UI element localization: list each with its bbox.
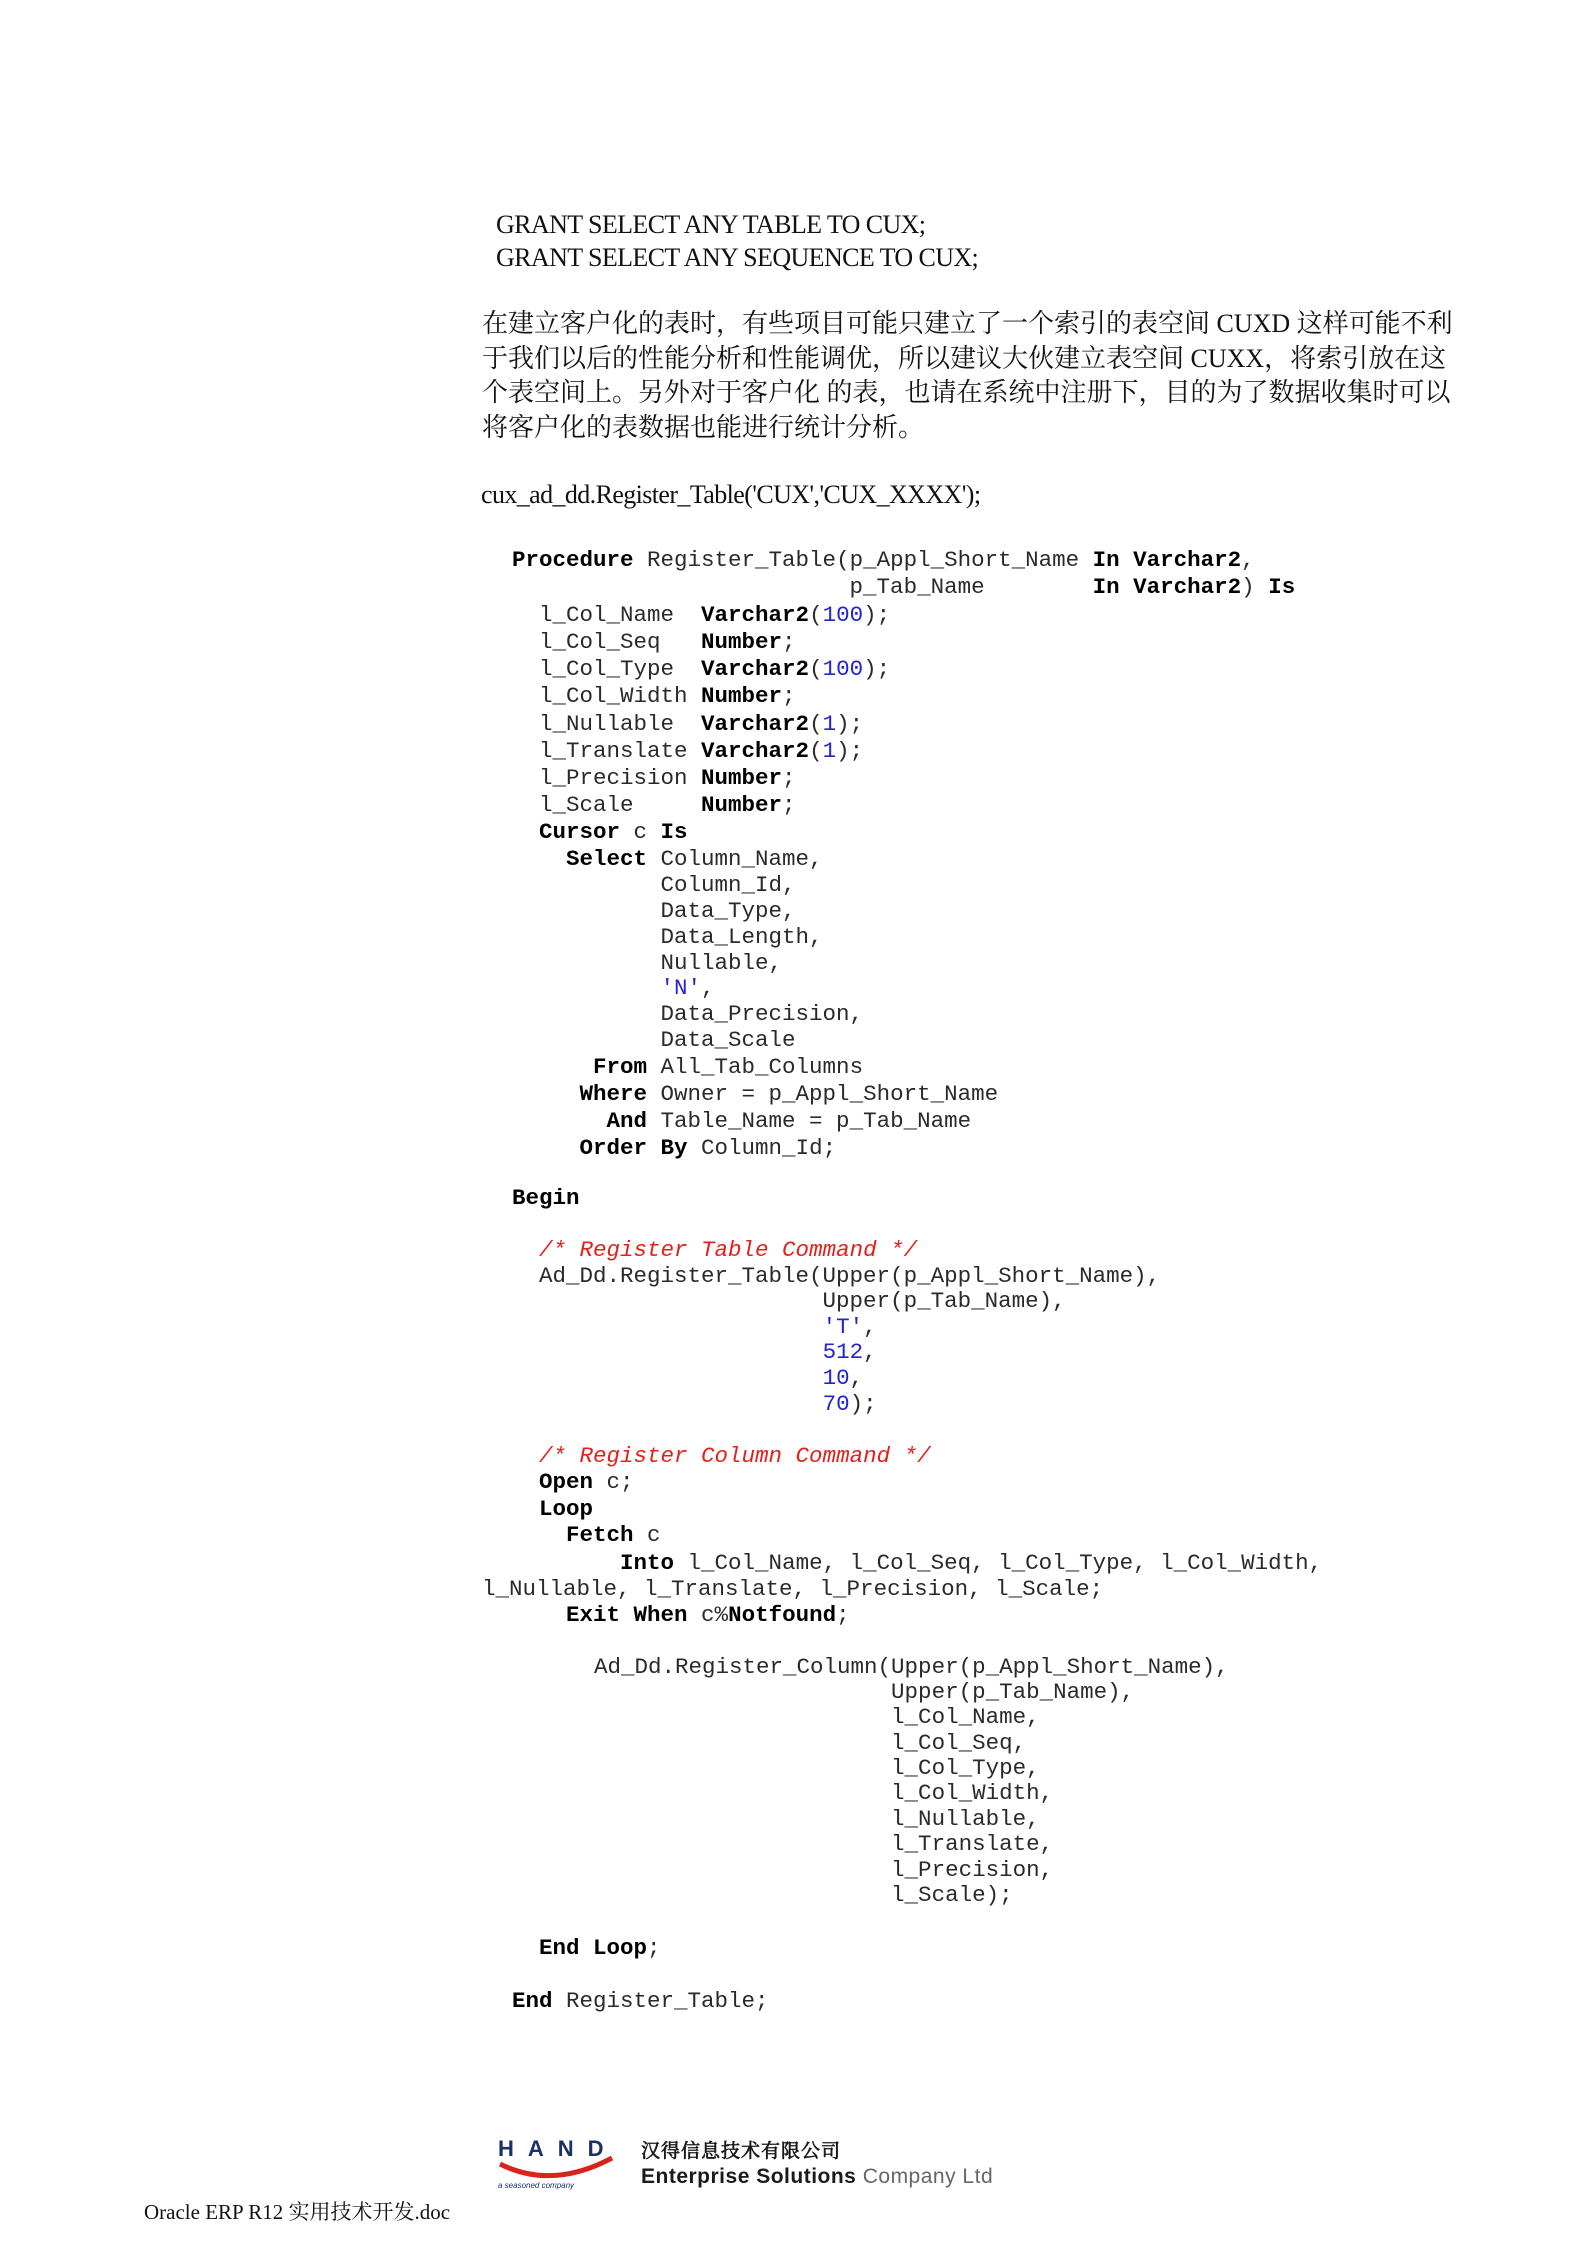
code-text	[1120, 547, 1134, 573]
code-text: l_Col_Width,	[540, 1780, 1054, 1806]
code-text: Column_Id,	[512, 872, 796, 898]
code-keyword: Is	[1268, 574, 1296, 600]
code-text: Column_Id;	[687, 1135, 837, 1161]
code-text: c%	[687, 1602, 729, 1628]
code-line	[512, 1988, 769, 2014]
code-line	[540, 1679, 1134, 1705]
code-text: ,	[863, 1314, 877, 1340]
code-literal: 'N'	[660, 975, 702, 1001]
code-line	[482, 1576, 1103, 1602]
paragraph-line: 将客户化的表数据也能进行统计分析。	[482, 412, 925, 442]
code-keyword: Cursor	[539, 819, 621, 845]
code-text: l_Translate,	[540, 1831, 1054, 1857]
code-line	[512, 1288, 1066, 1314]
code-text: ,	[849, 1365, 864, 1391]
code-text	[512, 846, 566, 872]
code-text	[512, 1365, 823, 1391]
code-text: l_Nullable, l_Translate, l_Precision, l_Scale;	[482, 1576, 1104, 1602]
footer-document-name: Oracle ERP R12 实用技术开发.doc	[144, 2200, 451, 2224]
code-text: p_Tab_Name	[512, 574, 1093, 600]
svg-text:HAND: HAND	[498, 2136, 618, 2161]
code-line	[512, 738, 863, 764]
code-text: Data_Scale	[512, 1027, 796, 1053]
code-line	[512, 1054, 863, 1080]
code-line	[512, 602, 890, 628]
code-comment: /* Register Table Command */	[539, 1237, 918, 1263]
code-text: Data_Precision,	[512, 1001, 864, 1027]
code-text	[512, 1602, 566, 1628]
code-text: Upper(p_Tab_Name),	[540, 1679, 1135, 1705]
code-keyword: Into	[620, 1550, 675, 1576]
company-name	[641, 2136, 993, 2189]
code-line	[512, 1602, 850, 1628]
code-text	[512, 1237, 539, 1263]
code-literal: 100	[822, 656, 864, 682]
code-line	[512, 711, 863, 737]
code-comment: /* Register Column Command */	[539, 1443, 931, 1469]
code-text: );	[863, 602, 891, 628]
code-text	[512, 1054, 593, 1080]
code-keyword: Where	[579, 1081, 648, 1107]
code-keyword: Varchar2	[1133, 547, 1242, 573]
code-text: );	[863, 656, 891, 682]
code-text: )	[1241, 574, 1269, 600]
code-keyword: Order By	[579, 1135, 688, 1161]
grant-line-1: GRANT SELECT ANY TABLE TO CUX;	[496, 210, 926, 239]
code-line	[512, 656, 890, 682]
code-keyword: Open	[539, 1469, 594, 1495]
code-line	[512, 1391, 877, 1417]
code-text: l_Scale	[512, 792, 702, 818]
code-text	[512, 1108, 607, 1134]
code-text	[512, 1496, 539, 1522]
code-keyword: Varchar2	[701, 711, 810, 737]
code-text: );	[849, 1391, 877, 1417]
code-literal: 1	[822, 738, 837, 764]
code-keyword: Number	[701, 792, 783, 818]
code-text	[512, 1522, 566, 1548]
code-text: );	[836, 738, 864, 764]
code-line	[512, 872, 796, 898]
code-text	[512, 1469, 539, 1495]
code-line	[512, 547, 1255, 573]
code-keyword: Varchar2	[1133, 574, 1242, 600]
code-line	[512, 1108, 971, 1134]
code-text: l_Col_Seq	[512, 629, 702, 655]
code-text: (	[809, 602, 823, 628]
code-text: l_Col_Name, l_Col_Seq, l_Col_Type, l_Col_Width,	[674, 1550, 1323, 1576]
code-line	[512, 1314, 877, 1340]
code-line	[512, 683, 796, 709]
code-text: l_Col_Width	[512, 683, 702, 709]
code-text: l_Col_Name,	[540, 1704, 1040, 1730]
code-text: l_Scale);	[540, 1882, 1013, 1908]
code-literal: 100	[822, 602, 864, 628]
code-line	[512, 898, 796, 924]
code-line	[512, 1237, 917, 1263]
register-call-line: cux_ad_dd.Register_Table('CUX','CUX_XXXX');	[481, 480, 981, 509]
code-line	[540, 1755, 1040, 1781]
code-line	[512, 1135, 836, 1161]
code-keyword: Number	[701, 629, 783, 655]
code-keyword: End Loop	[539, 1935, 648, 1961]
code-text: l_Precision	[512, 765, 702, 791]
code-line	[540, 1730, 1026, 1756]
code-text: Nullable,	[512, 950, 783, 976]
code-line	[540, 1806, 1040, 1832]
company-name-cn: 汉得信息技术有限公司	[641, 2141, 842, 2162]
code-line	[540, 1831, 1053, 1857]
code-text	[512, 1391, 823, 1417]
code-text: );	[836, 711, 864, 737]
code-text: Ad_Dd.Register_Column(Upper(p_Appl_Short_Name),	[540, 1654, 1229, 1680]
code-line	[512, 765, 796, 791]
company-name-en-bold: Enterprise Solutions	[641, 2165, 857, 2188]
code-keyword: Varchar2	[701, 656, 810, 682]
code-text: Register_Table(p_Appl_Short_Name	[633, 547, 1093, 573]
code-text	[512, 819, 539, 845]
code-text: l_Col_Seq,	[540, 1730, 1027, 1756]
code-keyword: Notfound	[728, 1602, 837, 1628]
code-text: l_Nullable,	[540, 1806, 1040, 1832]
code-line	[540, 1704, 1040, 1730]
code-text	[512, 975, 661, 1001]
code-keyword: Number	[701, 765, 783, 791]
code-line	[512, 1443, 931, 1469]
code-text	[512, 1550, 620, 1576]
code-line	[512, 792, 796, 818]
code-text	[512, 1443, 539, 1469]
code-text	[512, 1081, 580, 1107]
code-line	[512, 819, 688, 845]
code-text: ;	[782, 629, 796, 655]
hand-logo	[492, 2128, 632, 2198]
code-text: (	[809, 656, 823, 682]
code-text: ;	[782, 683, 796, 709]
code-text: ,	[1241, 547, 1255, 573]
code-keyword: Begin	[512, 1185, 580, 1211]
code-literal: 'T'	[822, 1314, 864, 1340]
paragraph-line: 在建立客户化的表时，有些项目可能只建立了一个索引的表空间 CUXD 这样可能不利	[482, 309, 1453, 338]
code-literal: 10	[822, 1365, 850, 1391]
code-keyword: Varchar2	[701, 602, 810, 628]
code-line	[512, 950, 782, 976]
code-line	[540, 1857, 1053, 1883]
code-text: ;	[836, 1602, 850, 1628]
code-text: c	[633, 1522, 661, 1548]
code-keyword: End	[512, 1988, 553, 2014]
code-text	[1120, 574, 1134, 600]
paragraph-line: 个表空间上。另外对于客户化 的表，也请在系统中注册下，目的为了数据收集时可以	[482, 378, 1451, 407]
code-text: Ad_Dd.Register_Table(Upper(p_Appl_Short_Name),	[512, 1263, 1161, 1289]
code-line	[512, 629, 796, 655]
code-line	[512, 1263, 1160, 1289]
company-name-en	[641, 2165, 993, 2189]
company-name-en-light: Company Ltd	[862, 2165, 994, 2188]
code-line	[512, 975, 715, 1001]
code-line	[512, 1496, 593, 1522]
code-text	[512, 1135, 580, 1161]
code-text: l_Col_Type	[512, 656, 702, 682]
code-text: (	[809, 738, 823, 764]
code-keyword: From	[593, 1054, 648, 1080]
code-text: Column_Name,	[647, 846, 823, 872]
code-text: l_Nullable	[512, 711, 702, 737]
code-line	[512, 1185, 580, 1211]
code-text: l_Translate	[512, 738, 702, 764]
code-text	[512, 1935, 539, 1961]
code-text: l_Col_Name	[512, 602, 702, 628]
code-keyword: Procedure	[512, 547, 634, 573]
code-keyword: And	[606, 1108, 648, 1134]
description-paragraph	[482, 307, 1492, 445]
code-text: ;	[782, 765, 796, 791]
code-line	[512, 1365, 863, 1391]
code-line	[540, 1882, 1013, 1908]
grant-line-2: GRANT SELECT ANY SEQUENCE TO CUX;	[496, 243, 979, 272]
code-line	[512, 1027, 796, 1053]
code-line	[512, 924, 823, 950]
svg-text:a seasoned company: a seasoned company	[498, 2181, 575, 2190]
code-text: Upper(p_Tab_Name),	[512, 1288, 1066, 1314]
code-keyword: In	[1092, 547, 1120, 573]
code-keyword: Varchar2	[701, 738, 810, 764]
paragraph-line: 于我们以后的性能分析和性能调优，所以建议大伙建立表空间 CUXX，将索引放在这	[482, 343, 1447, 373]
code-line	[512, 1081, 998, 1107]
code-text: Data_Length,	[512, 924, 823, 950]
code-text: l_Col_Type,	[540, 1755, 1040, 1781]
code-line	[540, 1780, 1053, 1806]
code-line	[512, 1935, 661, 1961]
code-text: (	[809, 711, 823, 737]
code-keyword: Number	[701, 683, 783, 709]
code-text: ,	[701, 975, 715, 1001]
code-text: ;	[782, 792, 796, 818]
code-line	[540, 1654, 1229, 1680]
code-text	[512, 1339, 823, 1365]
code-keyword: Exit When	[566, 1602, 688, 1628]
code-keyword: In	[1092, 574, 1120, 600]
code-text: l_Precision,	[540, 1857, 1054, 1883]
code-text: Owner = p_Appl_Short_Name	[647, 1081, 999, 1107]
code-literal: 70	[822, 1391, 850, 1417]
code-line	[512, 846, 823, 872]
code-text: c;	[593, 1469, 634, 1495]
code-literal: 1	[822, 711, 837, 737]
code-keyword: Fetch	[566, 1522, 634, 1548]
code-text: Table_Name = p_Tab_Name	[647, 1108, 972, 1134]
code-text: ;	[647, 1935, 661, 1961]
code-line	[512, 1469, 634, 1495]
code-line	[512, 574, 1295, 600]
code-text: ,	[863, 1339, 877, 1365]
code-text: Register_Table;	[552, 1988, 769, 2014]
code-line	[512, 1550, 1322, 1576]
code-keyword: Loop	[539, 1496, 594, 1522]
code-literal: 512	[822, 1339, 864, 1365]
code-text: All_Tab_Columns	[647, 1054, 864, 1080]
code-keyword: Select	[566, 846, 648, 872]
code-line	[512, 1001, 863, 1027]
code-keyword: Is	[660, 819, 688, 845]
code-text: Data_Type,	[512, 898, 796, 924]
code-line	[512, 1522, 661, 1548]
code-line	[512, 1339, 877, 1365]
code-text: c	[620, 819, 661, 845]
code-text	[512, 1314, 823, 1340]
